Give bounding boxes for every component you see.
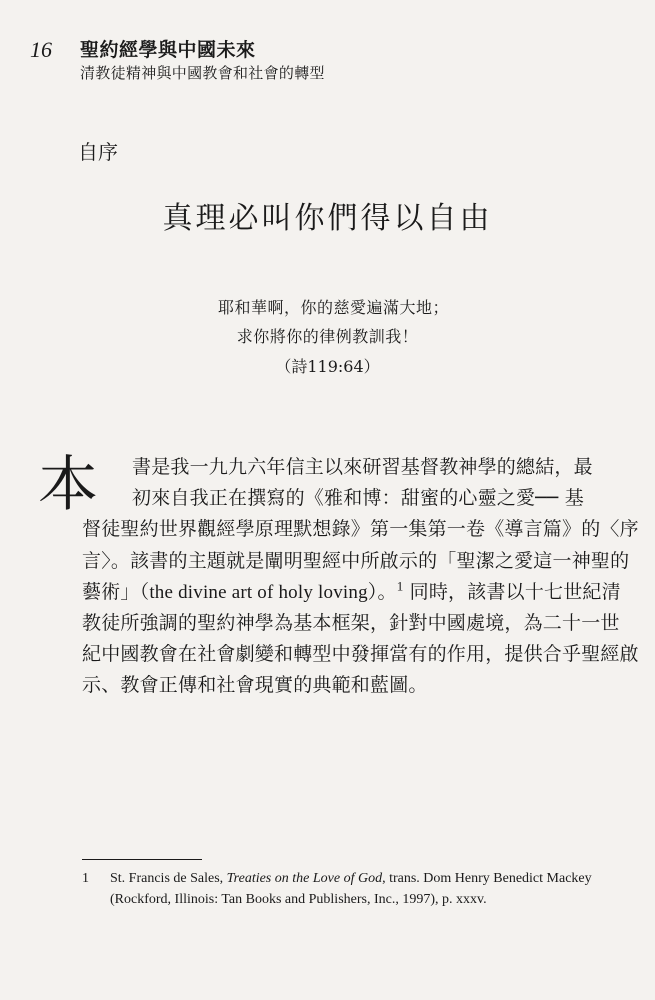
footnote-author: St. Francis de Sales, <box>110 871 227 886</box>
footnote-number: 1 <box>82 871 89 886</box>
footnote-title: Treaties on the Love of God <box>226 871 383 886</box>
footnote-reference[interactable]: 1 <box>396 578 404 594</box>
epigraph-line-1: 耶和華啊，你的慈愛遍滿大地； <box>217 298 449 317</box>
body-line: 言〉。該書的主題就是闡明聖經中所啟示的「聖潔之愛這一神聖的 <box>82 549 630 572</box>
section-label: 自序 <box>78 140 118 164</box>
chapter-title: 真理必叫你們得以自由 <box>162 201 493 236</box>
body-text-span: 同時，該書以十七世紀清 <box>403 580 621 603</box>
body-line-with-footnote <box>82 577 642 608</box>
footnote-citation: , trans. Dom Henry Benedict Mackey (Rockford, Illinois: Tan Books and Publishers, Inc., 1997), p. xxxv. <box>110 871 592 907</box>
drop-cap: 本 <box>38 450 98 520</box>
body-paragraph <box>82 452 642 702</box>
body-line: 書是我一九九六年信主以來研習基督教神學的總結，最 <box>132 456 593 478</box>
epigraph-line-2: 求你將你的律例教訓我！ <box>236 327 419 346</box>
book-title: 聖約經學與中國未來 <box>80 39 256 61</box>
page-number: 16 <box>30 37 52 62</box>
epigraph-reference: （詩119:64） <box>275 357 380 376</box>
body-line: 督徒聖約世界觀經學原理默想錄》第一集第一卷《導言篇》的〈序 <box>82 518 639 541</box>
body-text-span: 藝術」（ <box>82 580 150 603</box>
body-line: 初來自我正在撰寫的《雅和博：甜蜜的心靈之愛── 基 <box>132 487 584 510</box>
body-text-span: ）。 <box>367 580 397 603</box>
footnote <box>82 868 632 910</box>
body-line: 紀中國教會在社會劇變和轉型中發揮當有的作用，提供合乎聖經啟 <box>82 643 639 666</box>
latin-phrase: the divine art of holy loving <box>149 581 368 603</box>
footnote-divider <box>82 859 202 860</box>
book-subtitle: 清教徒精神與中國教會和社會的轉型 <box>80 64 325 82</box>
footnote-text <box>82 868 632 910</box>
epigraph <box>0 293 655 381</box>
body-line: 教徒所強調的聖約神學為基本框架，針對中國處境，為二十一世 <box>82 612 620 635</box>
body-line: 示、教會正傳和社會現實的典範和藍圖。 <box>82 674 428 697</box>
